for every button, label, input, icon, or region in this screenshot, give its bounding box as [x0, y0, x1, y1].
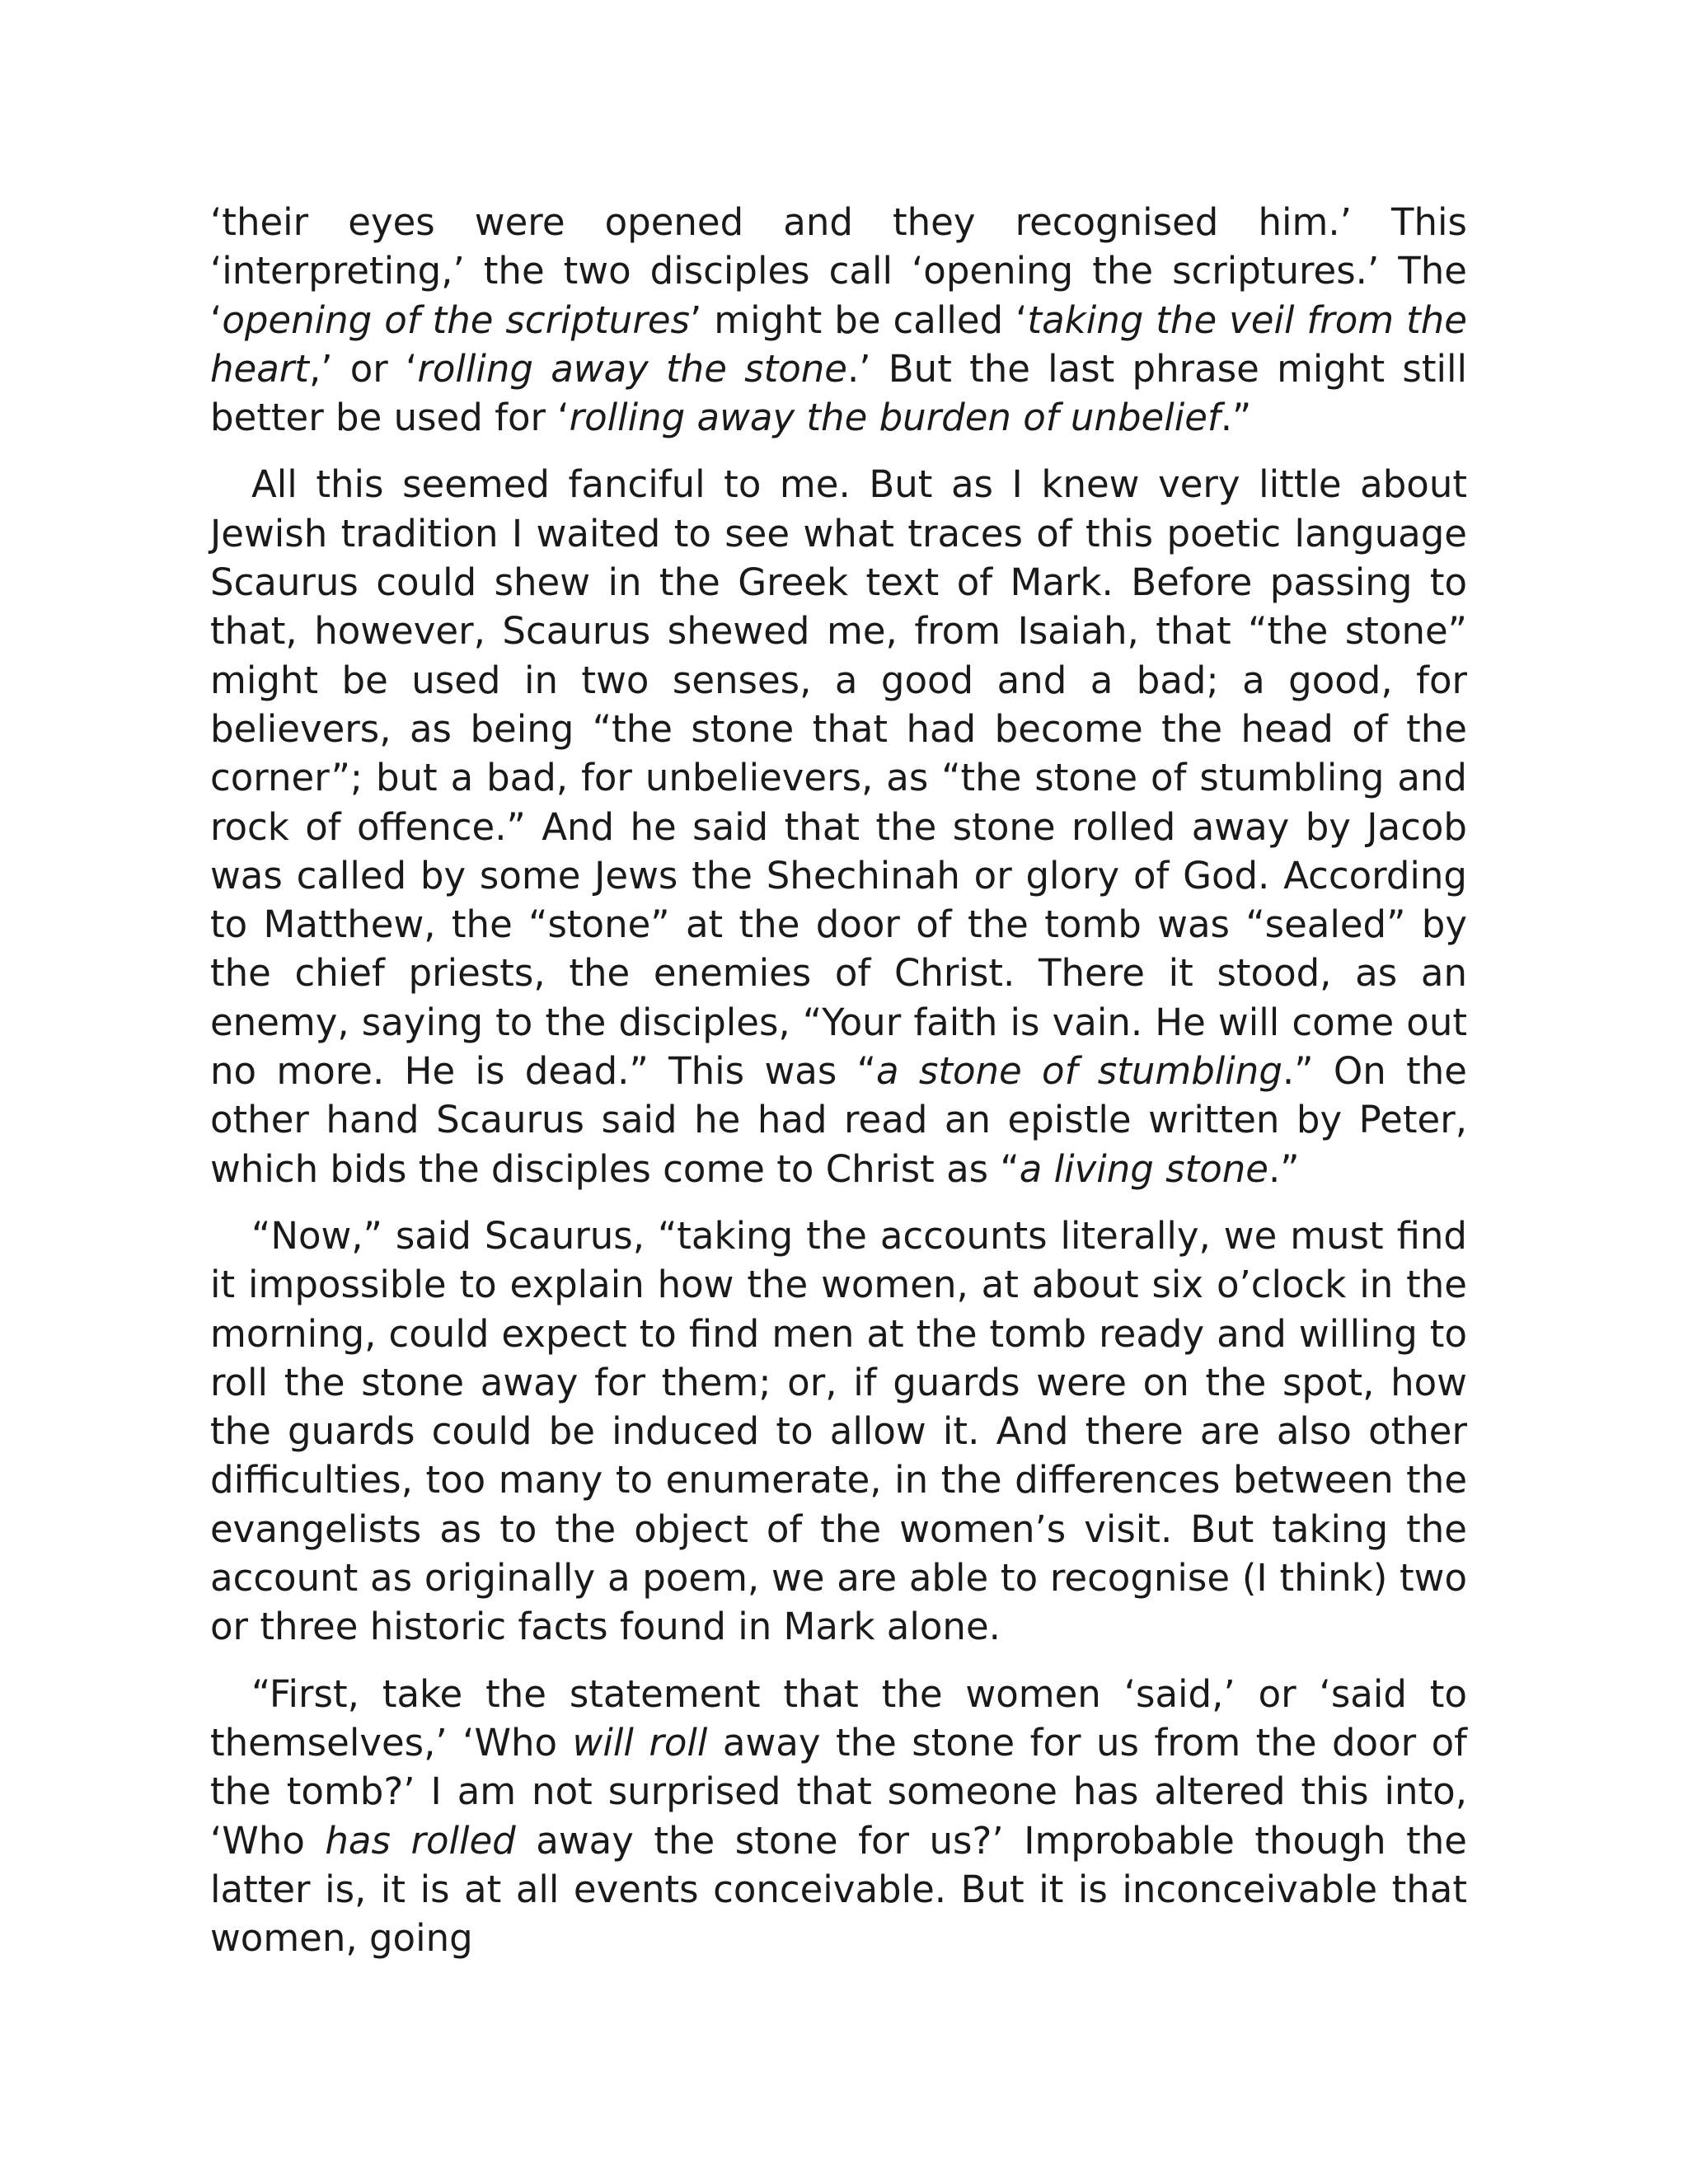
paragraph	[210, 1212, 1467, 1652]
italic-text: will roll	[572, 1720, 708, 1765]
italic-text: taking the veil from the heart	[210, 298, 1467, 391]
italic-text: has rolled	[325, 1818, 516, 1863]
body-text: ‘their eyes were opened and they recognised him.’ This ‘interpreting,’ the two disciples call ‘opening the scriptures.’ The ‘	[210, 200, 1467, 342]
body-text: “Now,” said Scaurus, “taking the accounts literally, we must find it impossible to explain how the women, at about six o’clock in the morning, could expect to find men at the tomb ready and willing to roll the stone away for them; or, if guards were on the spot, how the guards could be induced to allow it. And there are also other difficulties, too many to enumerate, in the differences between the evangelists as to the object of the women’s visit. But taking the account as originally a poem, we are able to recognise (I think) two or three historic facts found in Mark alone.	[210, 1213, 1467, 1649]
body-text: All this seemed fanciful to me. But as I knew very little about Jewish tradition I waited to see what traces of this poetic language Scaurus could shew in the Greek text of Mark. Before passing to that, however, Scaurus shewed me, from Isaiah, that “the stone” might be used in two senses, a good and a bad; a good, for believers, as being “the stone that had become the head of the corner”; but a bad, for unbelievers, as “the stone of stumbling and rock of offence.” And he said that the stone rolled away by Jacob was called by some Jews the Shechinah or glory of God. According to Matthew, the “stone” at the door of the tomb was “sealed” by the chief priests, the enemies of Christ. There it stood, as an enemy, saying to the disciples, “Your faith is vain. He will come out no more. He is dead.” This was “	[210, 462, 1467, 1094]
body-text: .’ But the last phrase might still better be used for ‘	[210, 346, 1467, 440]
body-text: “First, take the statement that the women ‘said,’ or ‘said to themselves,’ ‘Who	[210, 1671, 1467, 1765]
paragraph	[210, 1670, 1467, 1963]
italic-text: rolling away the burden of unbelief	[569, 396, 1221, 440]
body-text: ’ might be called ‘	[689, 298, 1028, 342]
body-text: ,’ or ‘	[308, 346, 418, 391]
paragraph	[210, 198, 1467, 442]
body-text: away the stone for us from the door of the tomb?’ I am not surprised that someone has altered this into, ‘Who	[210, 1720, 1467, 1863]
body-text: away the stone for us?’ Improbable though the latter is, it is at all events conceivable. But it is inconceivable that women, going	[210, 1818, 1467, 1961]
paragraph	[210, 460, 1467, 1193]
body-text: .” On the other hand Scaurus said he had read an epistle written by Peter, which bids the disciples come to Christ as “	[210, 1049, 1467, 1191]
italic-text: a stone of stumbling	[875, 1049, 1282, 1094]
italic-text: rolling away the stone	[417, 346, 847, 391]
body-text: .”	[1268, 1146, 1300, 1191]
book-page-text	[210, 198, 1467, 1980]
body-text: .”	[1220, 396, 1252, 440]
italic-text: a living stone	[1019, 1146, 1268, 1191]
italic-text: opening of the scriptures	[222, 298, 690, 342]
